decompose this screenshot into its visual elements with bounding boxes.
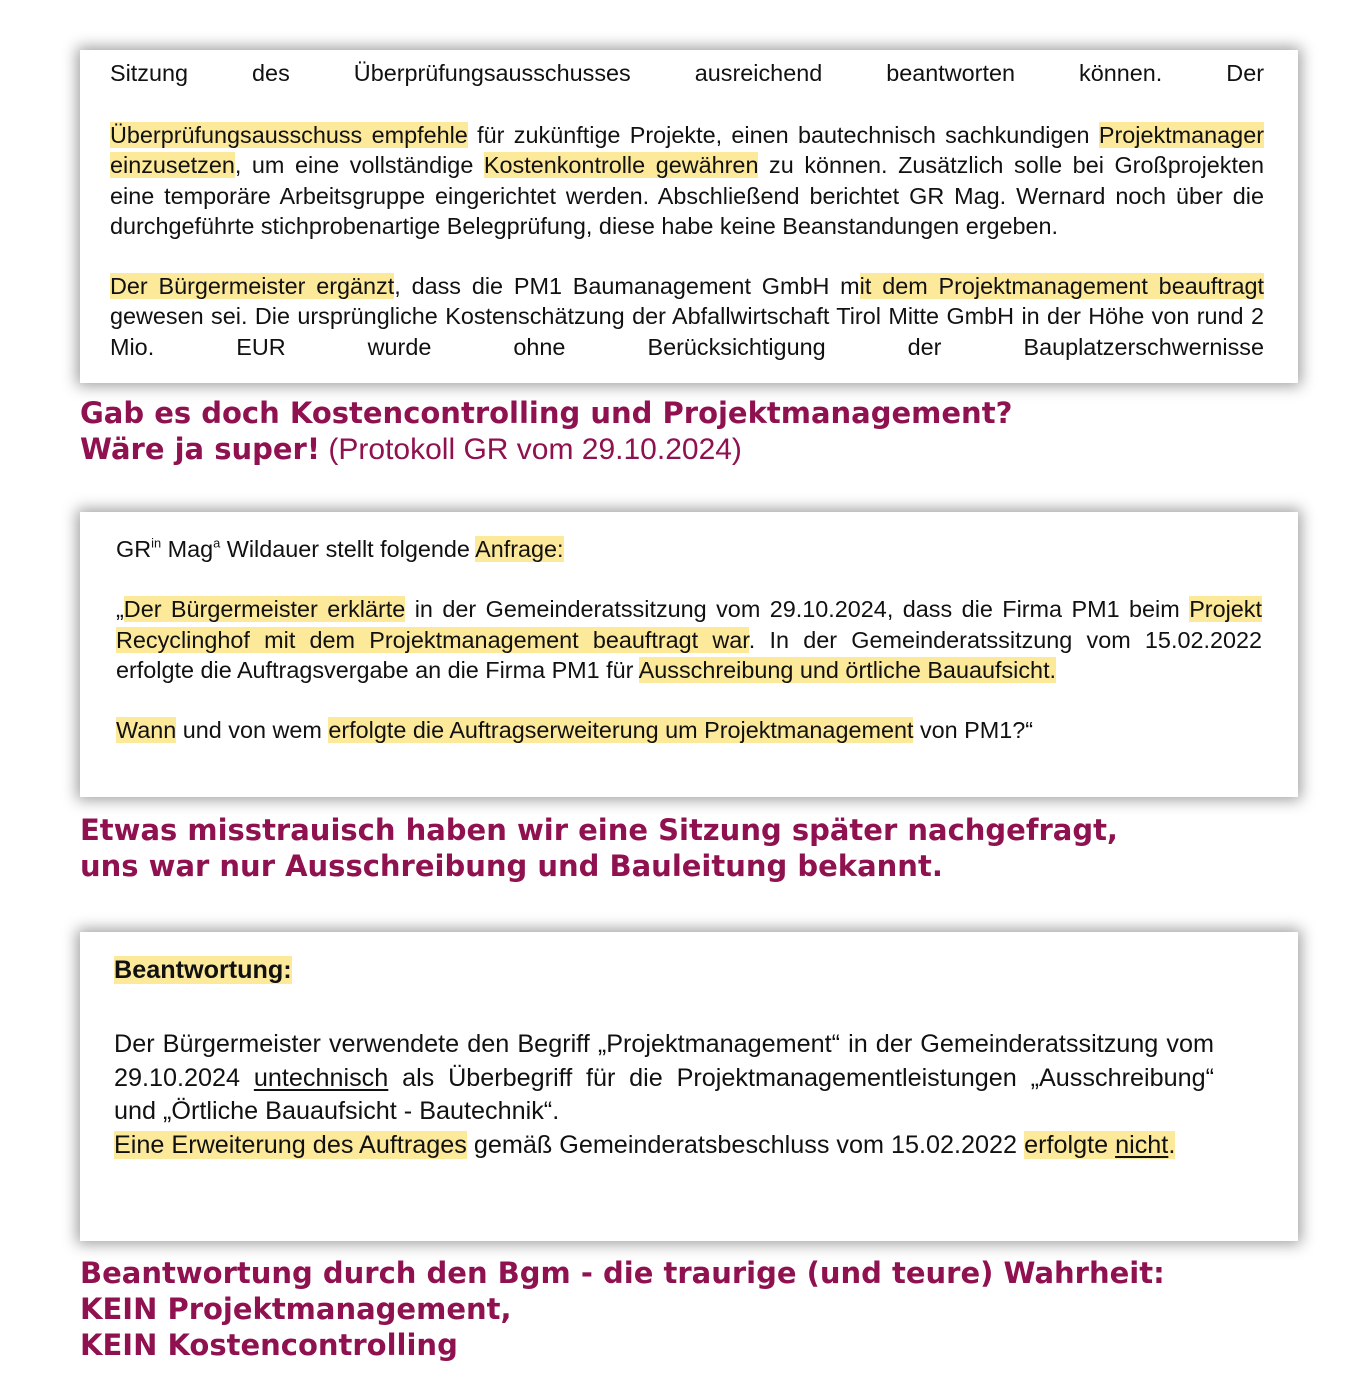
excerpt-line-1: Sitzung des Überprüfungsausschusses ausreichend beantworten können. Der bbox=[110, 60, 1264, 86]
excerpt-paragraph-1: Überprüfungsausschuss empfehle für zukünftige Projekte, einen bautechnisch sachkundigen Projektmanager einzusetzen, um eine vollständige Kostenkontrolle gewähren zu können. Zusätzlich solle bei Großprojekten eine temporäre Arbeitsgruppe eingerichtet werden. Abschließend berichtet GR Mag. Wernard noch über die durchgeführte stichprobenartige Belegprüfung, diese habe keine Beanstandungen ergeben. bbox=[110, 122, 1264, 239]
highlight-text: Projektmanager einzusetzen bbox=[110, 122, 1264, 179]
inquiry-question-1: „Der Bürgermeister erklärte in der Gemeinderatssitzung vom 29.10.2024, dass die Firma PM1 beim Projekt Recyclinghof mit dem Projektmanagement beauftragt war. In der Gemeinderatssitzung vom 15.02.2022 erfolgte die Auftragsvergabe an die Firma PM1 für Ausschreibung und örtliche Bauaufsicht. bbox=[116, 596, 1262, 683]
highlight-text: erfolgte die Auftragserweiterung um Projektmanagement bbox=[328, 717, 914, 744]
highlight-text: it dem Projektmanagement beauftragt bbox=[859, 273, 1265, 300]
highlight-text: Überprüfungsausschuss empfehle bbox=[110, 122, 468, 148]
caption-1: Gab es doch Kostencontrolling und Projektmanagement? Wäre ja super! (Protokoll GR vom 29.10.2024) bbox=[80, 396, 1013, 466]
protocol-excerpt-card bbox=[80, 50, 1298, 383]
highlight-text: Wann bbox=[116, 717, 177, 744]
underlined-text: untechnisch bbox=[253, 1063, 389, 1092]
answer-excerpt-card bbox=[80, 932, 1298, 1241]
highlight-text: Projekt Recyclinghof mit dem Projektmanagement beauftragt war bbox=[116, 596, 1262, 653]
answer-paragraph-1: Der Bürgermeister verwendete den Begriff „Projektmanagement“ in der Gemeinderatssitzung vom 29.10.2024 untechnisch als Überbegriff für die Projektmanagementleistungen „Ausschreibung“ und „Örtliche Bauaufsicht - Bautechnik“. bbox=[114, 1030, 1214, 1126]
highlight-text: Kostenkontrolle gewähren bbox=[483, 152, 759, 179]
clipped-top-line bbox=[80, 50, 1298, 120]
inquiry-intro: $GR^{in}$ Mag$^a$ Wildauer stellt folgende Anfrage: bbox=[116, 535, 564, 562]
inquiry-question-2: Wann und von wem erfolgte die Auftragserweiterung um Projektmanagement von PM1?“ bbox=[116, 717, 1034, 744]
caption-2: Etwas misstrauisch haben wir eine Sitzung später nachgefragt, uns war nur Ausschreibung und Bauleitung bekannt. bbox=[80, 813, 1118, 883]
answer-heading bbox=[114, 950, 1214, 990]
highlight-text: Eine Erweiterung des Auftrages bbox=[114, 1130, 467, 1159]
caption-3: Beantwortung durch den Bgm - die traurige (und teure) Wahrheit: KEIN Projektmanagement, KEIN Kostencontrolling bbox=[80, 1256, 1165, 1362]
highlight-text: Der Bürgermeister erklärte bbox=[123, 596, 406, 623]
highlight-text: erfolgte nicht. bbox=[1024, 1130, 1176, 1159]
highlight-text: Beantwortung: bbox=[114, 956, 292, 984]
highlight-text: Anfrage: bbox=[475, 536, 564, 562]
answer-paragraph-2: Eine Erweiterung des Auftrages gemäß Gemeinderatsbeschluss vom 15.02.2022 erfolgte nicht. bbox=[114, 1130, 1176, 1159]
underlined-text: nicht bbox=[1115, 1130, 1169, 1159]
inquiry-excerpt-card bbox=[80, 512, 1298, 797]
highlight-text: Der Bürgermeister ergänzt bbox=[110, 273, 395, 300]
excerpt-paragraph-2: Der Bürgermeister ergänzt, dass die PM1 Baumanagement GmbH mit dem Projektmanagement beauftragt gewesen sei. Die ursprüngliche Kostenschätzung der Abfallwirtschaft Tirol Mitte GmbH in der Höhe von rund 2 Mio. EUR wurde ohne Berücksichtigung der Bauplatzerschwernisse bbox=[110, 273, 1265, 360]
highlight-text: Ausschreibung und örtliche Bauaufsicht. bbox=[638, 656, 1057, 683]
